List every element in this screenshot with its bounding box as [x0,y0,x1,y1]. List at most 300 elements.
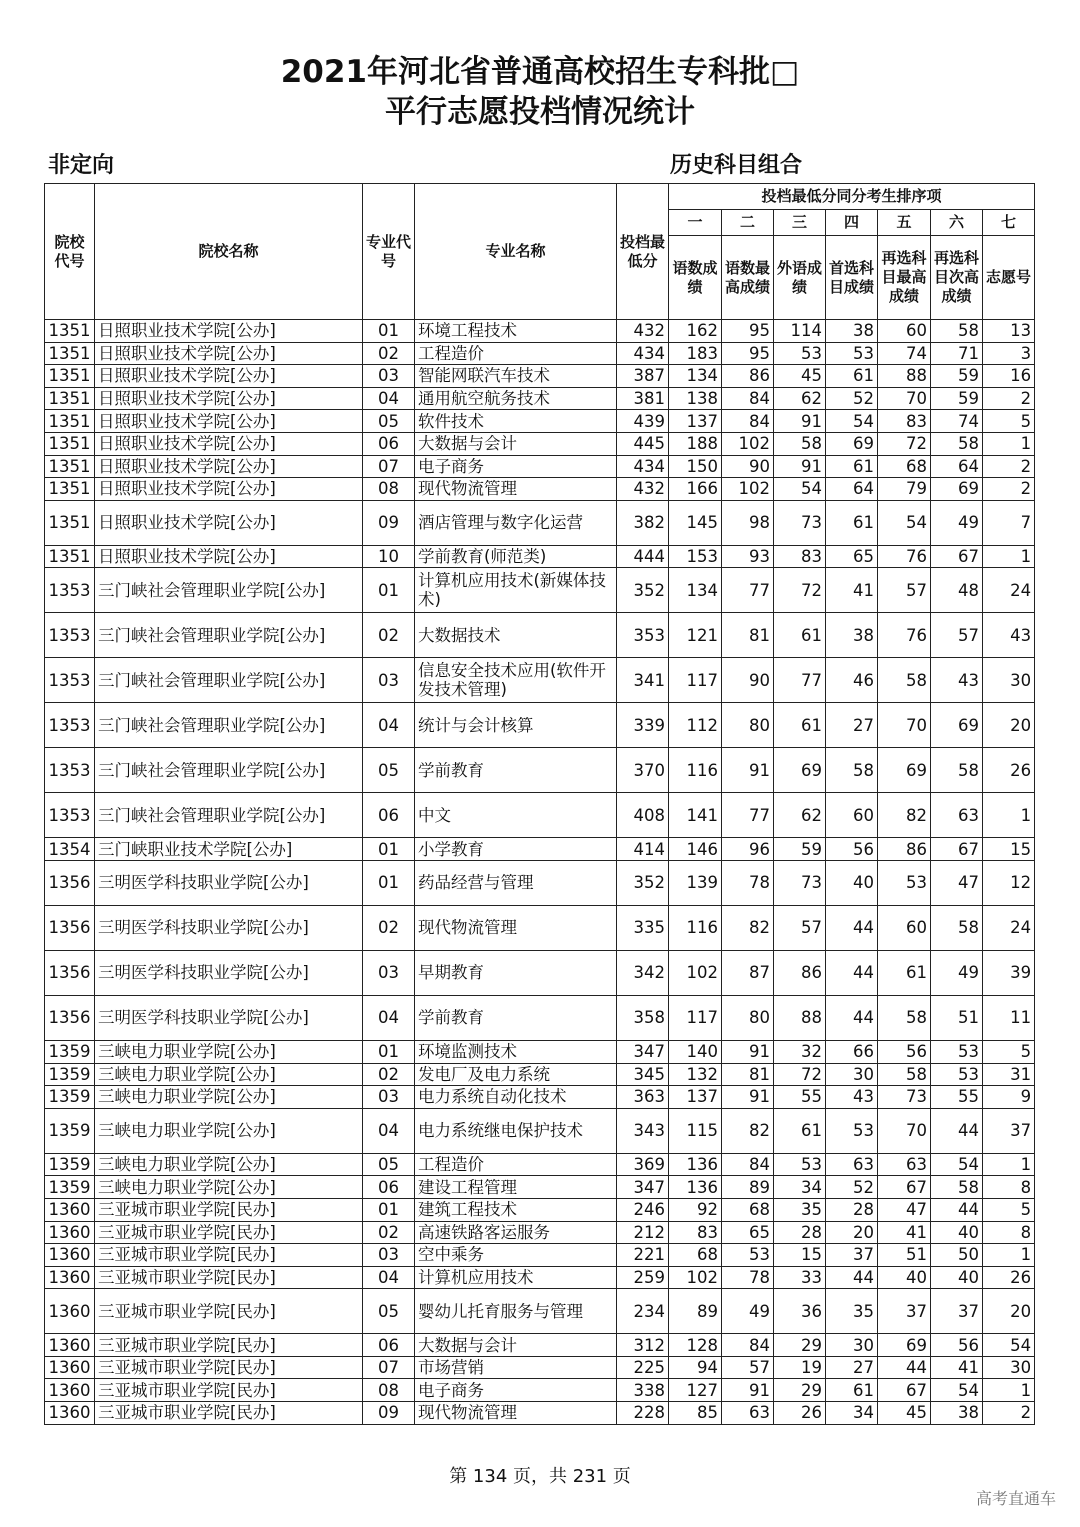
school-name-cell: 三门峡社会管理职业学院[公办] [95,568,363,613]
score-cell: 134 [669,365,722,388]
school-code-cell: 1351 [45,478,95,501]
major-name-cell: 现代物流管理 [415,905,617,950]
score-cell: 64 [826,478,878,501]
table-row [45,905,1035,950]
table-row [45,455,1035,478]
score-cell: 153 [669,545,722,568]
school-name-cell: 三门峡社会管理职业学院[公办] [95,703,363,748]
header-school-code: 院校代号 [45,184,95,320]
major-name-cell: 计算机应用技术(新媒体技术) [415,568,617,613]
school-code-cell: 1360 [45,1379,95,1402]
score-cell: 55 [931,1086,983,1109]
score-cell: 44 [826,905,878,950]
school-code-cell: 1354 [45,838,95,861]
header-rank: 六 [931,210,983,236]
score-cell: 112 [669,703,722,748]
score-cell: 137 [669,1086,722,1109]
major-code-cell: 05 [363,1153,415,1176]
school-code-cell: 1353 [45,613,95,658]
score-cell: 47 [878,1198,931,1221]
score-cell: 2 [983,1402,1035,1425]
min-score-cell: 234 [617,1289,669,1334]
score-cell: 67 [931,838,983,861]
score-cell: 49 [931,500,983,545]
score-cell: 59 [931,365,983,388]
score-cell: 134 [669,568,722,613]
score-cell: 58 [931,748,983,793]
score-cell: 40 [826,860,878,905]
score-cell: 86 [722,365,774,388]
score-cell: 146 [669,838,722,861]
score-cell: 79 [878,478,931,501]
major-name-cell: 建筑工程技术 [415,1198,617,1221]
school-code-cell: 1351 [45,410,95,433]
table-row [45,1086,1035,1109]
min-score-cell: 358 [617,995,669,1040]
school-code-cell: 1351 [45,320,95,343]
table-row [45,568,1035,613]
min-score-cell: 444 [617,545,669,568]
score-cell: 145 [669,500,722,545]
score-cell: 38 [826,613,878,658]
score-cell: 56 [931,1334,983,1357]
score-cell: 58 [931,1176,983,1199]
score-cell: 69 [878,1334,931,1357]
table-row [45,320,1035,343]
school-code-cell: 1353 [45,703,95,748]
score-cell: 29 [774,1334,826,1357]
score-cell: 68 [669,1244,722,1267]
major-code-cell: 06 [363,793,415,838]
score-cell: 56 [826,838,878,861]
major-code-cell: 08 [363,478,415,501]
score-cell: 29 [774,1379,826,1402]
score-cell: 40 [931,1266,983,1289]
school-code-cell: 1360 [45,1334,95,1357]
major-code-cell: 01 [363,568,415,613]
major-name-cell: 电子商务 [415,455,617,478]
min-score-cell: 434 [617,455,669,478]
major-name-cell: 环境监测技术 [415,1040,617,1063]
major-name-cell: 信息安全技术应用(软件开发技术管理) [415,658,617,703]
score-cell: 114 [774,320,826,343]
major-code-cell: 10 [363,545,415,568]
score-cell: 116 [669,905,722,950]
score-cell: 40 [931,1221,983,1244]
school-name-cell: 三亚城市职业学院[民办] [95,1379,363,1402]
score-cell: 48 [931,568,983,613]
school-name-cell: 日照职业技术学院[公办] [95,365,363,388]
score-cell: 36 [774,1289,826,1334]
score-cell: 84 [722,410,774,433]
score-cell: 45 [774,365,826,388]
header-major-code: 专业代号 [363,184,415,320]
score-cell: 83 [878,410,931,433]
score-cell: 69 [931,478,983,501]
score-cell: 1 [983,1244,1035,1267]
school-code-cell: 1353 [45,568,95,613]
min-score-cell: 432 [617,478,669,501]
score-cell: 12 [983,860,1035,905]
score-cell: 141 [669,793,722,838]
score-cell: 60 [878,320,931,343]
min-score-cell: 225 [617,1356,669,1379]
school-name-cell: 日照职业技术学院[公办] [95,455,363,478]
score-cell: 44 [878,1356,931,1379]
min-score-cell: 343 [617,1108,669,1153]
score-cell: 67 [931,545,983,568]
score-cell: 58 [931,905,983,950]
school-name-cell: 三门峡社会管理职业学院[公办] [95,748,363,793]
score-cell: 27 [826,1356,878,1379]
header-major-name: 专业名称 [415,184,617,320]
score-cell: 7 [983,500,1035,545]
score-cell: 88 [878,365,931,388]
score-cell: 76 [878,545,931,568]
score-cell: 80 [722,703,774,748]
score-cell: 62 [774,387,826,410]
page-footer: 第 134 页，共 231 页 [449,1466,631,1487]
watermark: 高考直通车 [975,1489,1056,1508]
min-score-cell: 347 [617,1040,669,1063]
min-score-cell: 259 [617,1266,669,1289]
table-body [45,320,1035,1425]
score-cell: 71 [931,342,983,365]
table-row [45,1402,1035,1425]
major-code-cell: 03 [363,1086,415,1109]
min-score-cell: 369 [617,1153,669,1176]
major-code-cell: 03 [363,365,415,388]
score-cell: 1 [983,545,1035,568]
school-name-cell: 三亚城市职业学院[民办] [95,1289,363,1334]
header-rank: 一 [669,210,722,236]
school-code-cell: 1351 [45,455,95,478]
major-name-cell: 建设工程管理 [415,1176,617,1199]
score-cell: 20 [983,703,1035,748]
score-cell: 54 [931,1379,983,1402]
score-cell: 65 [722,1221,774,1244]
score-cell: 26 [983,1266,1035,1289]
school-code-cell: 1360 [45,1402,95,1425]
major-code-cell: 06 [363,432,415,455]
score-cell: 74 [878,342,931,365]
major-name-cell: 工程造价 [415,1153,617,1176]
school-code-cell: 1351 [45,387,95,410]
score-cell: 57 [931,613,983,658]
score-cell: 11 [983,995,1035,1040]
table-row [45,748,1035,793]
score-cell: 116 [669,748,722,793]
score-cell: 2 [983,455,1035,478]
header-rank: 五 [878,210,931,236]
score-cell: 30 [983,658,1035,703]
major-code-cell: 05 [363,1289,415,1334]
min-score-cell: 352 [617,568,669,613]
major-name-cell: 环境工程技术 [415,320,617,343]
score-cell: 3 [983,342,1035,365]
score-cell: 30 [826,1063,878,1086]
score-cell: 35 [826,1289,878,1334]
score-cell: 137 [669,410,722,433]
major-name-cell: 市场营销 [415,1356,617,1379]
major-name-cell: 早期教育 [415,950,617,995]
score-cell: 63 [722,1402,774,1425]
score-cell: 69 [931,703,983,748]
score-cell: 38 [931,1402,983,1425]
table-row [45,545,1035,568]
table-row [45,1153,1035,1176]
score-cell: 37 [983,1108,1035,1153]
score-cell: 91 [774,410,826,433]
score-cell: 84 [722,1153,774,1176]
school-name-cell: 三峡电力职业学院[公办] [95,1108,363,1153]
score-cell: 31 [983,1063,1035,1086]
major-code-cell: 03 [363,658,415,703]
score-cell: 93 [722,545,774,568]
score-cell: 28 [826,1198,878,1221]
score-cell: 59 [774,838,826,861]
score-cell: 44 [826,1266,878,1289]
score-cell: 55 [774,1086,826,1109]
table-row [45,500,1035,545]
score-cell: 96 [722,838,774,861]
score-cell: 73 [878,1086,931,1109]
score-cell: 43 [931,658,983,703]
school-code-cell: 1356 [45,950,95,995]
score-cell: 1 [983,1379,1035,1402]
score-cell: 61 [774,703,826,748]
score-cell: 90 [722,455,774,478]
school-code-cell: 1359 [45,1108,95,1153]
score-cell: 1 [983,1153,1035,1176]
score-cell: 85 [669,1402,722,1425]
score-cell: 5 [983,410,1035,433]
score-cell: 43 [826,1086,878,1109]
min-score-cell: 212 [617,1221,669,1244]
school-name-cell: 三明医学科技职业学院[公办] [95,950,363,995]
score-cell: 61 [878,950,931,995]
major-code-cell: 02 [363,1221,415,1244]
major-name-cell: 学前教育 [415,995,617,1040]
score-cell: 72 [878,432,931,455]
major-name-cell: 现代物流管理 [415,1402,617,1425]
school-code-cell: 1359 [45,1040,95,1063]
table-row [45,410,1035,433]
score-cell: 69 [826,432,878,455]
major-name-cell: 高速铁路客运服务 [415,1221,617,1244]
score-cell: 57 [878,568,931,613]
score-cell: 61 [774,613,826,658]
score-cell: 5 [983,1198,1035,1221]
major-code-cell: 01 [363,320,415,343]
score-cell: 58 [931,432,983,455]
major-name-cell: 智能网联汽车技术 [415,365,617,388]
score-cell: 68 [878,455,931,478]
score-cell: 33 [774,1266,826,1289]
major-code-cell: 04 [363,995,415,1040]
score-cell: 74 [931,410,983,433]
score-cell: 63 [931,793,983,838]
score-cell: 73 [774,500,826,545]
score-cell: 88 [774,995,826,1040]
school-code-cell: 1353 [45,793,95,838]
school-name-cell: 三门峡职业技术学院[公办] [95,838,363,861]
major-code-cell: 04 [363,1266,415,1289]
school-code-cell: 1360 [45,1244,95,1267]
school-name-cell: 三明医学科技职业学院[公办] [95,860,363,905]
major-code-cell: 05 [363,410,415,433]
score-cell: 92 [669,1198,722,1221]
score-cell: 49 [722,1289,774,1334]
score-cell: 30 [983,1356,1035,1379]
school-code-cell: 1351 [45,432,95,455]
score-cell: 59 [931,387,983,410]
min-score-cell: 439 [617,410,669,433]
school-code-cell: 1351 [45,342,95,365]
major-code-cell: 09 [363,1402,415,1425]
table-row [45,1108,1035,1153]
min-score-cell: 363 [617,1086,669,1109]
min-score-cell: 312 [617,1334,669,1357]
score-cell: 61 [826,500,878,545]
major-name-cell: 小学教育 [415,838,617,861]
school-name-cell: 三明医学科技职业学院[公办] [95,905,363,950]
major-name-cell: 电力系统继电保护技术 [415,1108,617,1153]
school-code-cell: 1356 [45,995,95,1040]
school-name-cell: 三明医学科技职业学院[公办] [95,995,363,1040]
major-code-cell: 03 [363,1244,415,1267]
header-col: 语数成绩 [669,236,722,320]
score-cell: 44 [826,995,878,1040]
school-name-cell: 日照职业技术学院[公办] [95,320,363,343]
score-cell: 53 [722,1244,774,1267]
table-row [45,1198,1035,1221]
score-cell: 50 [931,1244,983,1267]
table-row [45,1221,1035,1244]
min-score-cell: 347 [617,1176,669,1199]
score-cell: 89 [722,1176,774,1199]
page-title-line1: 2021年河北省普通高校招生专科批□ [280,54,800,90]
school-name-cell: 日照职业技术学院[公办] [95,432,363,455]
school-name-cell: 三峡电力职业学院[公办] [95,1063,363,1086]
score-cell: 188 [669,432,722,455]
school-name-cell: 三峡电力职业学院[公办] [95,1153,363,1176]
score-cell: 19 [774,1356,826,1379]
school-name-cell: 三亚城市职业学院[民办] [95,1198,363,1221]
major-code-cell: 01 [363,1198,415,1221]
table-row [45,703,1035,748]
school-name-cell: 三亚城市职业学院[民办] [95,1221,363,1244]
min-score-cell: 345 [617,1063,669,1086]
score-cell: 91 [722,748,774,793]
score-cell: 44 [826,950,878,995]
score-cell: 136 [669,1153,722,1176]
min-score-cell: 445 [617,432,669,455]
score-cell: 78 [722,1266,774,1289]
score-cell: 81 [722,1063,774,1086]
header-school-name: 院校名称 [95,184,363,320]
score-cell: 60 [878,905,931,950]
score-cell: 1 [983,793,1035,838]
school-name-cell: 三门峡社会管理职业学院[公办] [95,658,363,703]
score-cell: 73 [774,860,826,905]
score-cell: 43 [983,613,1035,658]
page-title-line2: 平行志愿投档情况统计 [385,94,695,130]
score-cell: 61 [826,455,878,478]
score-cell: 35 [774,1198,826,1221]
table-row [45,365,1035,388]
score-cell: 91 [774,455,826,478]
min-score-cell: 382 [617,500,669,545]
major-name-cell: 学前教育 [415,748,617,793]
school-name-cell: 日照职业技术学院[公办] [95,500,363,545]
score-cell: 44 [931,1108,983,1153]
score-cell: 162 [669,320,722,343]
major-name-cell: 发电厂及电力系统 [415,1063,617,1086]
score-cell: 26 [983,748,1035,793]
score-cell: 27 [826,703,878,748]
score-cell: 72 [774,568,826,613]
major-code-cell: 01 [363,1040,415,1063]
header-rank: 四 [826,210,878,236]
score-cell: 58 [826,748,878,793]
score-cell: 66 [826,1040,878,1063]
score-cell: 139 [669,860,722,905]
score-cell: 183 [669,342,722,365]
score-cell: 91 [722,1086,774,1109]
school-name-cell: 三门峡社会管理职业学院[公办] [95,613,363,658]
score-cell: 58 [878,1063,931,1086]
school-name-cell: 日照职业技术学院[公办] [95,410,363,433]
major-code-cell: 07 [363,455,415,478]
score-cell: 53 [878,860,931,905]
score-cell: 41 [931,1356,983,1379]
school-name-cell: 三亚城市职业学院[民办] [95,1402,363,1425]
score-cell: 2 [983,387,1035,410]
score-cell: 136 [669,1176,722,1199]
score-cell: 86 [878,838,931,861]
score-cell: 54 [878,500,931,545]
score-cell: 89 [669,1289,722,1334]
header-col: 首选科目成绩 [826,236,878,320]
category-label: 非定向 [48,153,115,178]
school-code-cell: 1359 [45,1153,95,1176]
score-cell: 52 [826,1176,878,1199]
table-row [45,1289,1035,1334]
header-rank: 七 [983,210,1035,236]
score-cell: 81 [722,613,774,658]
major-name-cell: 大数据与会计 [415,432,617,455]
header-rank: 二 [722,210,774,236]
score-cell: 54 [983,1334,1035,1357]
min-score-cell: 246 [617,1198,669,1221]
score-cell: 8 [983,1176,1035,1199]
subject-group-label: 历史科目组合 [670,153,803,178]
score-cell: 56 [878,1040,931,1063]
score-cell: 82 [722,905,774,950]
score-cell: 32 [774,1040,826,1063]
score-cell: 39 [983,950,1035,995]
score-cell: 13 [983,320,1035,343]
score-cell: 128 [669,1334,722,1357]
score-cell: 98 [722,500,774,545]
score-cell: 51 [878,1244,931,1267]
table-row [45,387,1035,410]
score-cell: 28 [774,1221,826,1244]
score-cell: 54 [826,410,878,433]
score-cell: 77 [774,658,826,703]
score-cell: 38 [826,320,878,343]
